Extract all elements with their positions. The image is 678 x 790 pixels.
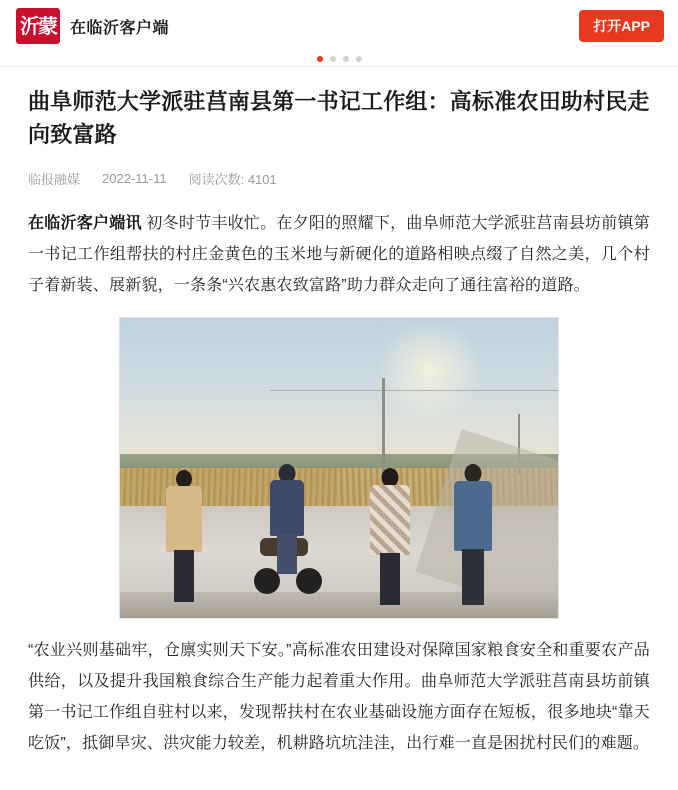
carousel-dot[interactable] — [343, 56, 349, 62]
meta-date: 2022-11-11 — [102, 171, 167, 186]
brand[interactable] — [16, 8, 169, 44]
photo-power-wire — [270, 390, 559, 391]
article-lede: 在临沂客户端讯 — [28, 215, 142, 232]
article-figure — [28, 317, 650, 619]
photo-person — [450, 464, 496, 604]
article-meta — [28, 169, 650, 188]
app-header — [0, 0, 678, 52]
page-title: 曲阜师范大学派驻莒南县第一书记工作组：高标准农田助村民走向致富路 — [28, 89, 650, 147]
app-logo-icon — [16, 8, 60, 44]
article-photo — [119, 317, 559, 619]
article-paragraph-2: “农业兴则基础牢，仓廪实则天下安。”高标准农田建设对保障国家粮食安全和重要农产品供给，以及提升我国粮食综合生产能力起着重大作用。曲阜师范大学派驻莒南县坊前镇第一书记工作组自驻村以来，发现帮扶村在农业基础设施方面存在短板，很多地块“靠天吃饭”，抵御旱灾、洪灾能力较差，机耕路坑坑洼洼，出行难一直是困扰村民们的难题。 — [28, 642, 650, 752]
meta-source: 临报融媒 — [28, 172, 81, 187]
carousel-dot[interactable] — [317, 56, 323, 62]
photo-person-body — [270, 480, 304, 536]
carousel-dots[interactable] — [0, 52, 678, 66]
photo-person-body — [370, 485, 410, 555]
carousel-dot[interactable] — [356, 56, 362, 62]
article-paragraph-1-text: 初冬时节丰收忙。在夕阳的照耀下，曲阜师范大学派驻莒南县坊前镇第一书记工作组帮扶的村庄金黄色的玉米地与新硬化的道路相映点缀了自然之美，几个村子着新装、展新貌，一条条“兴农惠农致富路”助力群众走向了通往富裕的道路。 — [28, 215, 650, 294]
photo-person-body — [166, 486, 202, 552]
article-paragraph-1 — [28, 208, 650, 301]
photo-person — [162, 470, 206, 602]
photo-person-legs — [462, 549, 484, 605]
photo-person-legs — [277, 534, 297, 574]
carousel-dot[interactable] — [330, 56, 336, 62]
photo-person — [264, 464, 310, 584]
photo-utility-pole — [382, 378, 385, 478]
open-app-button[interactable]: 打开APP — [579, 10, 664, 42]
logo-glyph: 沂蒙 — [20, 14, 56, 38]
photo-person-body — [454, 481, 492, 551]
brand-name: 在临沂客户端 — [70, 19, 170, 37]
photo-person-legs — [174, 550, 194, 602]
photo-sun-glare — [370, 326, 490, 416]
photo-person-legs — [380, 553, 400, 605]
photo-person — [366, 468, 414, 604]
meta-read-count: 阅读次数: 4101 — [188, 172, 277, 187]
article-body — [0, 67, 678, 759]
